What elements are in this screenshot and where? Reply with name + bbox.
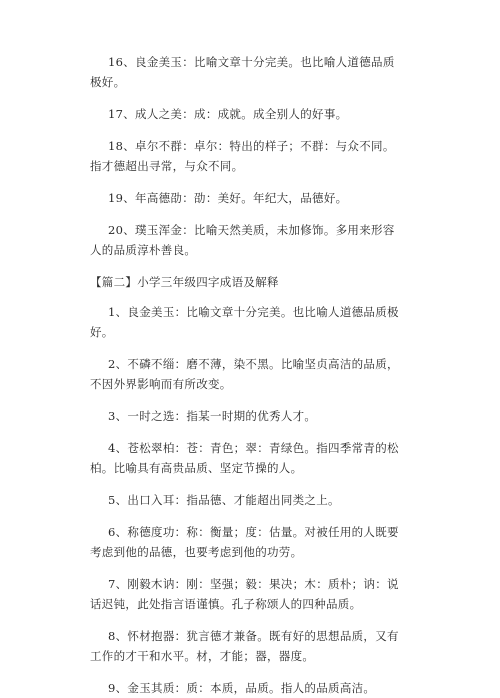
idiom-entry-17: 17、成人之美：成：成就。成全别人的好事。 bbox=[108, 107, 348, 121]
idiom-entry-5: 5、出口入耳：指品德、才能超出同类之上。 bbox=[108, 493, 340, 507]
idiom-entry-3: 3、一时之选：指某一时期的优秀人才。 bbox=[108, 409, 317, 423]
idiom-entry-18: 18、卓尔不群：卓尔：特出的样子；不群：与众不同。指才德超出寻常，与众不同。 bbox=[90, 139, 395, 173]
idiom-entry-19: 19、年高德劭：劭：美好。年纪大，品德好。 bbox=[108, 191, 348, 205]
idiom-entry-9: 9、金玉其质：质：本质，品质。指人的品质高洁。 bbox=[108, 681, 376, 695]
idiom-entry-7: 7、刚毅木讷：刚：坚强；毅：果决；木：质朴；讷：说话迟钝，此处指言语谨慎。孔子称颂人的四种品质。 bbox=[90, 577, 399, 611]
idiom-entry-1: 1、良金美玉：比喻文章十分完美。也比喻人道德品质极好。 bbox=[90, 305, 399, 339]
idiom-entry-16: 16、良金美玉：比喻文章十分完美。也比喻人道德品质极好。 bbox=[90, 55, 395, 89]
idiom-entry-8: 8、怀材抱器：犹言德才兼备。既有好的思想品质，又有工作的才干和水平。材，才能；器，器度。 bbox=[90, 629, 399, 663]
section-heading: 【篇二】小学三年级四字成语及解释 bbox=[90, 275, 279, 289]
idiom-entry-4: 4、苍松翠柏：苍：青色；翠：青绿色。指四季常青的松柏。比喻具有高贵品质、坚定节操的人。 bbox=[90, 441, 399, 475]
idiom-entry-2: 2、不磷不缁：磨不薄，染不黑。比喻坚贞高洁的品质，不因外界影响而有所改变。 bbox=[90, 357, 399, 391]
idiom-entry-20: 20、璞玉浑金：比喻天然美质，未加修饰。多用来形容人的品质淳朴善良。 bbox=[90, 223, 395, 257]
idiom-entry-6: 6、称德度功：称：衡量；度：估量。对被任用的人既要考虑到他的品德，也要考虑到他的功劳。 bbox=[90, 525, 399, 559]
